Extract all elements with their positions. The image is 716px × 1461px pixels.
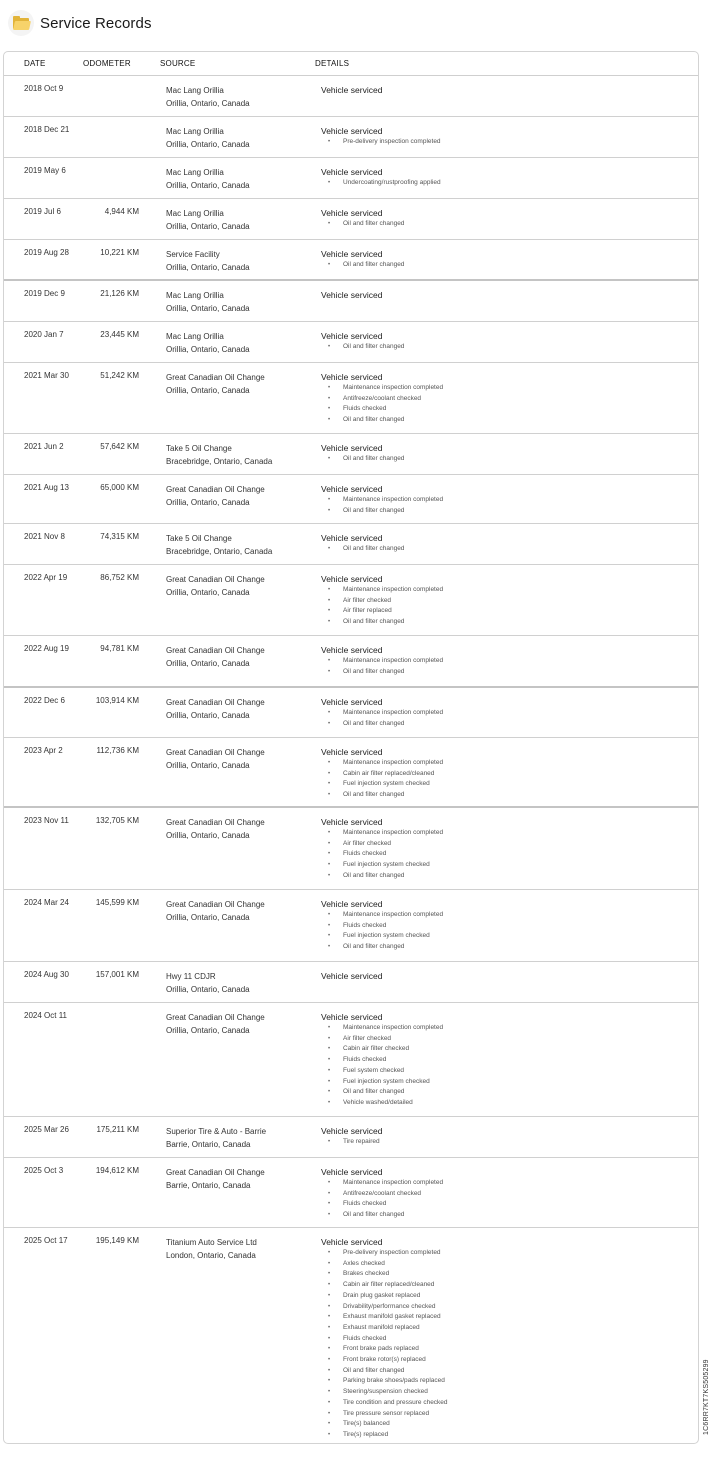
details-heading: Vehicle serviced: [321, 126, 383, 136]
details-item: • Parking brake shoes/pads replaced: [328, 1376, 698, 1387]
details-heading: Vehicle serviced: [321, 85, 383, 95]
row-odometer: 65,000 KM: [100, 483, 139, 492]
source-location: Orillia, Ontario, Canada: [166, 711, 250, 720]
row-source: [166, 76, 321, 110]
details-item: • Front brake rotor(s) replaced: [328, 1355, 698, 1366]
row-source: [166, 322, 321, 356]
details-item: • Oil and filter changed: [328, 1210, 698, 1221]
details-item: • Fuel injection system checked: [328, 860, 698, 871]
details-item: • Maintenance inspection completed: [328, 495, 698, 506]
details-list: [321, 585, 698, 628]
service-records-table: [3, 51, 699, 1444]
details-item: • Undercoating/rustproofing applied: [328, 178, 698, 189]
source-location: Orillia, Ontario, Canada: [166, 1026, 250, 1035]
column-header-source: SOURCE: [160, 59, 196, 68]
details-item: • Fluids checked: [328, 921, 698, 932]
source-location: Orillia, Ontario, Canada: [166, 985, 250, 994]
details-item: • Oil and filter changed: [328, 415, 698, 426]
source-location: Orillia, Ontario, Canada: [166, 99, 250, 108]
row-source: [166, 434, 321, 468]
details-item: • Tire(s) balanced: [328, 1419, 698, 1430]
details-heading: Vehicle serviced: [321, 249, 383, 259]
source-name: Take 5 Oil Change: [166, 444, 232, 453]
source-name: Mac Lang Orillia: [166, 291, 224, 300]
source-name: Great Canadian Oil Change: [166, 575, 265, 584]
details-item: • Cabin air filter replaced/cleaned: [328, 1280, 698, 1291]
table-row: [4, 1003, 698, 1117]
details-item: • Fluids checked: [328, 1055, 698, 1066]
row-source: [166, 738, 321, 772]
source-location: Orillia, Ontario, Canada: [166, 588, 250, 597]
row-odometer: 10,221 KM: [100, 248, 139, 257]
source-name: Great Canadian Oil Change: [166, 485, 265, 494]
row-date: 2024 Mar 24: [24, 898, 69, 907]
row-source: [166, 565, 321, 599]
row-details: [321, 363, 698, 426]
details-item: • Maintenance inspection completed: [328, 708, 698, 719]
source-name: Superior Tire & Auto - Barrie: [166, 1127, 267, 1136]
table-row: [4, 363, 698, 434]
row-details: [321, 281, 698, 301]
row-odometer: 74,315 KM: [100, 532, 139, 541]
table-row: [4, 524, 698, 565]
row-details: [321, 1003, 698, 1109]
source-location: Orillia, Ontario, Canada: [166, 659, 250, 668]
details-item: • Fuel injection system checked: [328, 931, 698, 942]
details-heading: Vehicle serviced: [321, 331, 383, 341]
source-location: London, Ontario, Canada: [166, 1251, 256, 1260]
row-details: [321, 199, 698, 230]
details-item: • Oil and filter changed: [328, 1366, 698, 1377]
source-location: Orillia, Ontario, Canada: [166, 498, 250, 507]
details-item: • Tire repaired: [328, 1137, 698, 1148]
source-location: Bracebridge, Ontario, Canada: [166, 547, 273, 556]
details-heading: Vehicle serviced: [321, 167, 383, 177]
details-list: [321, 828, 698, 882]
source-location: Orillia, Ontario, Canada: [166, 140, 250, 149]
details-heading: Vehicle serviced: [321, 208, 383, 218]
row-odometer: 23,445 KM: [100, 330, 139, 339]
source-name: Service Facility: [166, 250, 220, 259]
row-date: 2023 Nov 11: [24, 816, 69, 825]
row-odometer: 51,242 KM: [100, 371, 139, 380]
row-odometer: 157,001 KM: [95, 970, 139, 979]
table-row: [4, 158, 698, 199]
row-source: [166, 962, 321, 996]
table-row: [4, 738, 698, 808]
details-item: • Tire pressure sensor replaced: [328, 1409, 698, 1420]
details-item: • Maintenance inspection completed: [328, 656, 698, 667]
details-item: • Air filter checked: [328, 596, 698, 607]
row-source: [166, 1158, 321, 1192]
row-details: [321, 890, 698, 953]
details-item: • Fluids checked: [328, 849, 698, 860]
row-date: 2022 Aug 19: [24, 644, 69, 653]
row-details: [321, 565, 698, 628]
details-item: • Fuel injection system checked: [328, 1077, 698, 1088]
details-heading: Vehicle serviced: [321, 645, 383, 655]
source-name: Mac Lang Orillia: [166, 209, 224, 218]
details-item: • Steering/suspension checked: [328, 1387, 698, 1398]
row-date: 2022 Apr 19: [24, 573, 68, 582]
table-row: [4, 199, 698, 240]
row-date: 2020 Jan 7: [24, 330, 64, 339]
source-name: Take 5 Oil Change: [166, 534, 232, 543]
source-name: Great Canadian Oil Change: [166, 698, 265, 707]
details-item: • Exhaust manifold gasket replaced: [328, 1312, 698, 1323]
details-item: • Oil and filter changed: [328, 1087, 698, 1098]
source-name: Great Canadian Oil Change: [166, 373, 265, 382]
row-source: [166, 1117, 321, 1151]
table-row: [4, 1228, 698, 1444]
details-heading: Vehicle serviced: [321, 899, 383, 909]
row-details: [321, 76, 698, 96]
row-details: [321, 1117, 698, 1148]
details-item: • Oil and filter changed: [328, 342, 698, 353]
details-item: • Air filter replaced: [328, 606, 698, 617]
row-source: [166, 688, 321, 722]
row-source: [166, 199, 321, 233]
row-source: [166, 1003, 321, 1037]
details-list: [321, 910, 698, 953]
row-odometer: [89, 76, 166, 84]
details-item: • Fuel system checked: [328, 1066, 698, 1077]
row-date: 2018 Dec 21: [24, 125, 70, 134]
table-row: [4, 890, 698, 962]
row-date: 2021 Mar 30: [24, 371, 69, 380]
source-name: Great Canadian Oil Change: [166, 1168, 265, 1177]
row-date: 2023 Apr 2: [24, 746, 63, 755]
details-list: [321, 708, 698, 729]
row-odometer: 194,612 KM: [95, 1166, 139, 1175]
table-row: [4, 962, 698, 1003]
details-item: • Maintenance inspection completed: [328, 1178, 698, 1189]
table-body: [4, 76, 698, 1444]
row-date: 2021 Nov 8: [24, 532, 65, 541]
page-header: [8, 8, 152, 38]
row-odometer: 195,149 KM: [95, 1236, 139, 1245]
row-date: 2019 Aug 28: [24, 248, 69, 257]
source-name: Great Canadian Oil Change: [166, 1013, 265, 1022]
details-item: • Cabin air filter replaced/cleaned: [328, 769, 698, 780]
details-heading: Vehicle serviced: [321, 372, 383, 382]
details-heading: Vehicle serviced: [321, 574, 383, 584]
details-list: [321, 219, 698, 230]
row-date: 2021 Jun 2: [24, 442, 64, 451]
row-date: 2024 Aug 30: [24, 970, 69, 979]
details-item: • Oil and filter changed: [328, 790, 698, 801]
details-item: • Oil and filter changed: [328, 506, 698, 517]
details-item: • Maintenance inspection completed: [328, 758, 698, 769]
details-item: • Pre-delivery inspection completed: [328, 137, 698, 148]
vin-number: 1C6RR7KT7KS505299: [703, 1359, 710, 1435]
details-item: • Exhaust manifold replaced: [328, 1323, 698, 1334]
row-details: [321, 636, 698, 677]
row-odometer: 112,736 KM: [96, 746, 139, 755]
details-heading: Vehicle serviced: [321, 290, 383, 300]
row-source: [166, 158, 321, 192]
table-row: [4, 688, 698, 738]
table-row: [4, 1117, 698, 1158]
source-location: Barrie, Ontario, Canada: [166, 1181, 251, 1190]
details-heading: Vehicle serviced: [321, 817, 383, 827]
table-row: [4, 475, 698, 524]
row-odometer: [89, 1003, 166, 1011]
details-item: • Axles checked: [328, 1259, 698, 1270]
details-list: [321, 454, 698, 465]
details-list: [321, 1137, 698, 1148]
row-source: [166, 281, 321, 315]
details-item: • Maintenance inspection completed: [328, 383, 698, 394]
source-location: Orillia, Ontario, Canada: [166, 831, 250, 840]
table-row: [4, 565, 698, 636]
table-row: [4, 76, 698, 117]
source-location: Orillia, Ontario, Canada: [166, 345, 250, 354]
details-item: • Drivability/performance checked: [328, 1302, 698, 1313]
details-item: • Vehicle washed/detailed: [328, 1098, 698, 1109]
row-details: [321, 1228, 698, 1441]
details-list: [321, 342, 698, 353]
details-item: • Drain plug gasket replaced: [328, 1291, 698, 1302]
row-source: [166, 1228, 321, 1262]
source-name: Great Canadian Oil Change: [166, 900, 265, 909]
row-source: [166, 808, 321, 842]
row-source: [166, 636, 321, 670]
folder-icon: [8, 10, 34, 36]
row-odometer: 175,211 KM: [96, 1125, 139, 1134]
details-item: • Oil and filter changed: [328, 544, 698, 555]
details-item: • Tire condition and pressure checked: [328, 1398, 698, 1409]
row-date: 2025 Mar 26: [24, 1125, 69, 1134]
source-location: Orillia, Ontario, Canada: [166, 304, 250, 313]
details-list: [321, 656, 698, 677]
details-item: • Air filter checked: [328, 839, 698, 850]
details-list: [321, 758, 698, 801]
details-heading: Vehicle serviced: [321, 747, 383, 757]
row-date: 2025 Oct 17: [24, 1236, 68, 1245]
row-details: [321, 808, 698, 882]
column-header-details: DETAILS: [315, 59, 350, 68]
details-item: • Oil and filter changed: [328, 719, 698, 730]
source-location: Orillia, Ontario, Canada: [166, 263, 250, 272]
details-list: [321, 495, 698, 516]
details-item: • Maintenance inspection completed: [328, 828, 698, 839]
details-item: • Fluids checked: [328, 1334, 698, 1345]
source-location: Orillia, Ontario, Canada: [166, 222, 250, 231]
details-item: • Pre-delivery inspection completed: [328, 1248, 698, 1259]
details-item: • Antifreeze/coolant checked: [328, 394, 698, 405]
table-row: [4, 322, 698, 363]
row-odometer: 86,752 KM: [100, 573, 139, 582]
details-list: [321, 260, 698, 271]
source-name: Mac Lang Orillia: [166, 86, 224, 95]
details-item: • Maintenance inspection completed: [328, 910, 698, 921]
column-header-date: DATE: [24, 59, 46, 68]
details-list: [321, 137, 698, 148]
row-source: [166, 524, 321, 558]
row-odometer: 132,705 KM: [95, 816, 139, 825]
source-name: Mac Lang Orillia: [166, 127, 224, 136]
details-list: [321, 1248, 698, 1441]
column-header-odometer: ODOMETER: [83, 59, 131, 68]
details-heading: Vehicle serviced: [321, 533, 383, 543]
details-item: • Front brake pads replaced: [328, 1344, 698, 1355]
row-source: [166, 363, 321, 397]
details-heading: Vehicle serviced: [321, 1012, 383, 1022]
page-title: Service Records: [40, 14, 152, 32]
row-details: [321, 1158, 698, 1221]
details-heading: Vehicle serviced: [321, 1237, 383, 1247]
row-odometer: 103,914 KM: [95, 696, 139, 705]
table-row: [4, 117, 698, 158]
details-list: [321, 1178, 698, 1221]
row-details: [321, 688, 698, 729]
details-item: • Air filter checked: [328, 1034, 698, 1045]
table-row: [4, 240, 698, 281]
source-location: Bracebridge, Ontario, Canada: [166, 457, 273, 466]
details-item: • Oil and filter changed: [328, 617, 698, 628]
details-item: • Maintenance inspection completed: [328, 585, 698, 596]
table-row: [4, 1158, 698, 1228]
row-source: [166, 240, 321, 274]
details-list: [321, 178, 698, 189]
details-heading: Vehicle serviced: [321, 484, 383, 494]
row-date: 2025 Oct 3: [24, 1166, 64, 1175]
details-item: • Fluids checked: [328, 1199, 698, 1210]
details-item: • Oil and filter changed: [328, 454, 698, 465]
details-item: • Oil and filter changed: [328, 219, 698, 230]
table-row: [4, 636, 698, 688]
row-source: [166, 890, 321, 924]
source-location: Barrie, Ontario, Canada: [166, 1140, 251, 1149]
source-name: Mac Lang Orillia: [166, 168, 224, 177]
source-name: Great Canadian Oil Change: [166, 646, 265, 655]
row-date: 2019 Dec 9: [24, 289, 65, 298]
details-item: • Oil and filter changed: [328, 667, 698, 678]
row-odometer: 4,944 KM: [104, 207, 139, 216]
row-source: [166, 117, 321, 151]
details-heading: Vehicle serviced: [321, 443, 383, 453]
source-name: Great Canadian Oil Change: [166, 748, 265, 757]
table-row: [4, 434, 698, 475]
row-details: [321, 117, 698, 148]
row-date: 2024 Oct 11: [24, 1011, 67, 1020]
details-list: [321, 383, 698, 426]
row-date: 2018 Oct 9: [24, 84, 64, 93]
row-odometer: [89, 158, 166, 166]
row-date: 2019 May 6: [24, 166, 66, 175]
row-details: [321, 475, 698, 516]
details-heading: Vehicle serviced: [321, 1167, 383, 1177]
row-odometer: 21,126 KM: [100, 289, 139, 298]
details-item: • Cabin air filter checked: [328, 1044, 698, 1055]
details-heading: Vehicle serviced: [321, 697, 383, 707]
source-name: Mac Lang Orillia: [166, 332, 224, 341]
row-source: [166, 475, 321, 509]
row-details: [321, 962, 698, 982]
row-details: [321, 738, 698, 801]
details-list: [321, 1023, 698, 1109]
details-item: • Oil and filter changed: [328, 260, 698, 271]
details-item: • Tire(s) replaced: [328, 1430, 698, 1441]
details-item: • Fluids checked: [328, 404, 698, 415]
row-details: [321, 434, 698, 465]
row-details: [321, 158, 698, 189]
details-list: [321, 544, 698, 555]
details-heading: Vehicle serviced: [321, 1126, 383, 1136]
row-date: 2019 Jul 6: [24, 207, 61, 216]
details-item: • Fuel injection system checked: [328, 779, 698, 790]
source-location: Orillia, Ontario, Canada: [166, 761, 250, 770]
table-row: [4, 281, 698, 322]
details-item: • Maintenance inspection completed: [328, 1023, 698, 1034]
details-item: • Brakes checked: [328, 1269, 698, 1280]
source-location: Orillia, Ontario, Canada: [166, 913, 250, 922]
row-date: 2022 Dec 6: [24, 696, 65, 705]
row-odometer: [89, 117, 166, 125]
row-details: [321, 524, 698, 555]
source-name: Great Canadian Oil Change: [166, 818, 265, 827]
source-location: Orillia, Ontario, Canada: [166, 386, 250, 395]
details-item: • Antifreeze/coolant checked: [328, 1189, 698, 1200]
source-location: Orillia, Ontario, Canada: [166, 181, 250, 190]
row-odometer: 94,781 KM: [100, 644, 139, 653]
details-heading: Vehicle serviced: [321, 971, 383, 981]
row-details: [321, 240, 698, 271]
row-odometer: 57,642 KM: [100, 442, 139, 451]
table-header: [4, 52, 698, 76]
row-odometer: 145,599 KM: [95, 898, 139, 907]
source-name: Hwy 11 CDJR: [166, 972, 216, 981]
row-date: 2021 Aug 13: [24, 483, 69, 492]
table-row: [4, 808, 698, 890]
details-item: • Oil and filter changed: [328, 871, 698, 882]
source-name: Titanium Auto Service Ltd: [166, 1238, 257, 1247]
details-item: • Oil and filter changed: [328, 942, 698, 953]
row-details: [321, 322, 698, 353]
